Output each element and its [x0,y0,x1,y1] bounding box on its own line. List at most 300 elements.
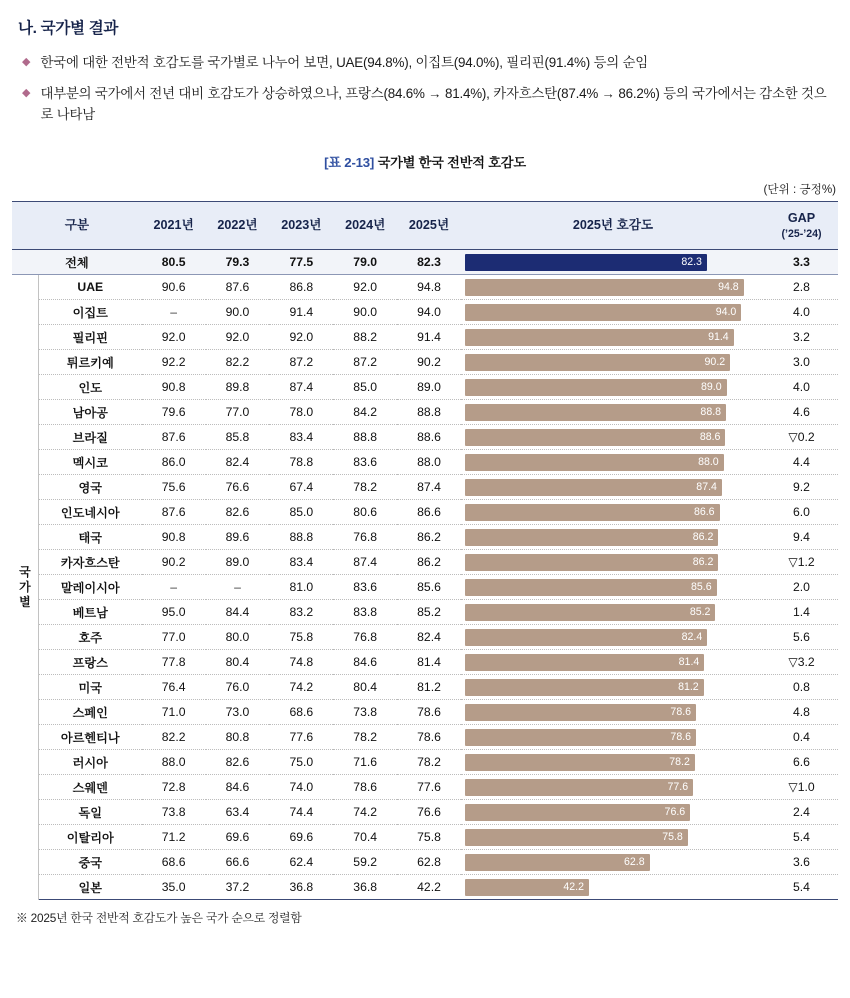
diamond-bullet-icon: ◆ [22,56,31,68]
cell-year-2021: 90.6 [142,275,206,300]
cell-year-2022: 84.6 [206,775,270,800]
bar [465,404,726,421]
cell-year-2023: 78.8 [269,450,333,475]
cell-year-2024: 73.8 [333,700,397,725]
cell-gap: 4.0 [765,375,838,400]
bar-track [465,354,759,371]
row-label-country: 러시아 [38,750,141,775]
table-row [12,350,838,375]
cell-year-2022: – [206,575,270,600]
cell-gap: 3.6 [765,850,838,875]
bar-track [465,329,759,346]
table-caption [12,152,838,171]
table-row [12,325,838,350]
cell-year-2024: 76.8 [333,625,397,650]
cell-year-2024: 84.2 [333,400,397,425]
cell-year-2025: 77.6 [397,775,461,800]
cell-year-2024: 80.6 [333,500,397,525]
cell-year-2023: 88.8 [269,525,333,550]
cell-gap: 3.2 [765,325,838,350]
bar [465,304,741,321]
cell-bar [461,600,765,625]
cell-year-2025: 75.8 [397,825,461,850]
cell-year-2022: 82.4 [206,450,270,475]
table-row [12,600,838,625]
row-label-country: 남아공 [38,400,141,425]
cell-year-2023: 74.8 [269,650,333,675]
bar-value-label: 86.2 [692,556,714,569]
cell-year-2025: 91.4 [397,325,461,350]
cell-bar [461,775,765,800]
bar-value-label: 78.6 [670,731,692,744]
cell-gap: 1.4 [765,600,838,625]
bar-track [465,479,759,496]
cell-year-2025: 85.6 [397,575,461,600]
cell-year-2023: 91.4 [269,300,333,325]
cell-gap: ▽1.0 [765,775,838,800]
bar-value-label: 94.8 [718,281,739,294]
table-row [12,675,838,700]
cell-year-2024: 88.8 [333,425,397,450]
header-gap-label: GAP [787,211,816,226]
cell-year-2025: 78.6 [397,700,461,725]
bar-value-label: 87.4 [696,481,717,494]
table-row [12,275,838,300]
cell-gap: 0.8 [765,675,838,700]
cell-year-2022: 80.4 [206,650,270,675]
cell-year-2024: 76.8 [333,525,397,550]
cell-year-2021: 73.8 [142,800,206,825]
cell-year-2021: 92.2 [142,350,206,375]
row-label-country: UAE [38,275,141,300]
cell-year-2023: 85.0 [269,500,333,525]
bar [465,704,696,721]
bar-track [465,504,759,521]
cell-year-2021: 76.4 [142,675,206,700]
bar-track [465,454,759,471]
cell-year-2025: 94.8 [397,275,461,300]
bar [465,579,717,596]
cell-year-2023: 92.0 [269,325,333,350]
cell-bar [461,475,765,500]
row-label-country: 말레이시아 [38,575,141,600]
bar-value-label: 75.8 [662,831,683,844]
table-number: [표 2-13] [324,155,375,171]
cell-year-2023: 86.8 [269,275,333,300]
cell-year-2022: 73.0 [206,700,270,725]
bar-value-label: 78.6 [670,706,692,719]
row-label-country: 미국 [38,675,141,700]
row-label-country: 프랑스 [38,650,141,675]
bar-value-label: 82.4 [681,631,703,644]
cell-bar [461,425,765,450]
bar [465,279,744,296]
bar [465,854,650,871]
row-label-total: 전체 [12,250,142,275]
cell-bar [461,800,765,825]
cell-year-2025: 86.2 [397,550,461,575]
bar [465,354,730,371]
bar [465,829,688,846]
cell-year-2021: 68.6 [142,850,206,875]
cell-bar [461,450,765,475]
diamond-bullet-icon: ◆ [22,86,31,99]
table-row [12,750,838,775]
table-footnote: ※ 2025년 한국 전반적 호감도가 높은 국가 순으로 정렬함 [16,911,302,926]
cell-gap: 3.0 [765,350,838,375]
cell-bar [461,250,765,275]
cell-year-2022: 89.0 [206,550,270,575]
header-2025: 2025년 [397,202,461,250]
cell-gap: 9.2 [765,475,838,500]
cell-year-2025: 78.2 [397,750,461,775]
bar [465,454,724,471]
cell-year-2023: 78.0 [269,400,333,425]
bar-value-label: 62.8 [623,856,645,869]
cell-year-2024: 78.6 [333,775,397,800]
cell-year-2025: 86.6 [397,500,461,525]
cell-year-2021: 77.0 [142,625,206,650]
cell-year-2022: 37.2 [206,875,270,900]
cell-gap: 6.6 [765,750,838,775]
cell-year-2025: 81.4 [397,650,461,675]
cell-year-2024: 88.2 [333,325,397,350]
bar-value-label: 85.2 [689,606,711,619]
row-label-country: 이집트 [38,300,141,325]
cell-bar [461,675,765,700]
bar [465,429,726,446]
cell-year-2022: 80.8 [206,725,270,750]
table-row [12,625,838,650]
row-label-country: 호주 [38,625,141,650]
table-row [12,375,838,400]
table-row [12,850,838,875]
cell-year-2025: 88.8 [397,400,461,425]
bar [465,329,734,346]
cell-year-2023: 75.0 [269,750,333,775]
cell-year-2023: 74.2 [269,675,333,700]
bar-track [465,879,759,896]
cell-year-2022: 80.0 [206,625,270,650]
cell-bar [461,650,765,675]
cell-year-2025: 88.6 [397,425,461,450]
bar-track [465,754,759,771]
bar [465,529,718,546]
cell-year-2023: 83.4 [269,425,333,450]
cell-year-2025: 90.2 [397,350,461,375]
bar [465,654,704,671]
cell-year-2022: 76.0 [206,675,270,700]
cell-year-2022: 89.8 [206,375,270,400]
cell-year-2022: 87.6 [206,275,270,300]
cell-year-2024: 78.2 [333,475,397,500]
cell-year-2022: 79.3 [206,250,270,275]
bar [465,604,716,621]
cell-bar [461,700,765,725]
cell-bar [461,325,765,350]
row-label-country: 브라질 [38,425,141,450]
cell-year-2024: 78.2 [333,725,397,750]
row-label-country: 독일 [38,800,141,825]
bar [465,754,695,771]
bar-value-label: 42.2 [563,881,585,894]
table-row [12,875,838,900]
cell-bar [461,350,765,375]
header-category: 구분 [12,202,142,250]
cell-gap: 3.3 [765,250,838,275]
bar-value-label: 81.4 [678,656,700,669]
cell-year-2022: 82.2 [206,350,270,375]
cell-year-2023: 83.4 [269,550,333,575]
cell-year-2023: 67.4 [269,475,333,500]
table-row [12,300,838,325]
cell-gap: 5.4 [765,875,838,900]
cell-year-2022: 77.0 [206,400,270,425]
bar-track [465,529,759,546]
cell-year-2022: 90.0 [206,300,270,325]
cell-year-2021: 90.8 [142,525,206,550]
cell-bar [461,750,765,775]
header-2024: 2024년 [333,202,397,250]
bar-value-label: 86.2 [692,531,714,544]
row-label-country: 아르헨티나 [38,725,141,750]
cell-year-2025: 89.0 [397,375,461,400]
table-row [12,825,838,850]
bullet-text: 대부분의 국가에서 전년 대비 호감도가 상승하였으나, 프랑스(84.6% → 81.4%), 카자흐스탄(87.4% → 86.2%) 등의 국가에서는 감소한 것으로 나타남 [40,85,827,123]
cell-bar [461,550,765,575]
cell-year-2024: 87.2 [333,350,397,375]
bar-value-label: 85.6 [691,581,712,594]
cell-year-2022: 85.8 [206,425,270,450]
bar [465,554,718,571]
row-label-country: 중국 [38,850,141,875]
cell-year-2021: 86.0 [142,450,206,475]
list-item [22,52,838,74]
list-item [22,83,838,126]
bar-value-label: 88.6 [699,431,721,444]
cell-bar [461,275,765,300]
bullet-list [22,52,838,126]
cell-year-2025: 62.8 [397,850,461,875]
cell-gap: 9.4 [765,525,838,550]
row-label-country: 이탈리아 [38,825,141,850]
bullet-text: 한국에 대한 전반적 호감도를 국가별로 나누어 보면, UAE(94.8%), 이집트(94.0%), 필리핀(91.4%) 등의 순임 [40,55,648,70]
bar-track [465,279,759,296]
header-gap-sublabel: (’25-’24) [781,228,822,241]
bar-track [465,854,759,871]
cell-year-2024: 87.4 [333,550,397,575]
cell-year-2022: 63.4 [206,800,270,825]
bar-value-label: 86.6 [693,506,715,519]
page-title: 나. 국가별 결과 [18,20,119,37]
cell-year-2022: 89.6 [206,525,270,550]
cell-bar [461,400,765,425]
table-row [12,775,838,800]
cell-gap: 4.0 [765,300,838,325]
cell-year-2025: 86.2 [397,525,461,550]
bar-value-label: 82.3 [681,256,702,269]
cell-year-2021: 75.6 [142,475,206,500]
header-gap [765,202,838,250]
cell-year-2024: 59.2 [333,850,397,875]
row-group-label: 국 가 별 [12,275,38,900]
cell-gap: 4.4 [765,450,838,475]
cell-gap: 5.4 [765,825,838,850]
bar [465,729,696,746]
row-label-country: 스페인 [38,700,141,725]
bar-track [465,779,759,796]
bar-track [465,704,759,721]
bar-value-label: 94.0 [715,306,737,319]
header-2023: 2023년 [269,202,333,250]
cell-gap: 5.6 [765,625,838,650]
table-row [12,800,838,825]
bar-track [465,379,759,396]
cell-year-2025: 42.2 [397,875,461,900]
cell-year-2024: 85.0 [333,375,397,400]
cell-year-2021: 90.8 [142,375,206,400]
cell-year-2021: 71.2 [142,825,206,850]
cell-bar [461,500,765,525]
table-row [12,700,838,725]
row-label-country: 스웨덴 [38,775,141,800]
row-label-country: 인도 [38,375,141,400]
row-label-country: 영국 [38,475,141,500]
cell-year-2021: 71.0 [142,700,206,725]
cell-year-2024: 83.8 [333,600,397,625]
cell-bar [461,525,765,550]
cell-gap: 4.8 [765,700,838,725]
cell-year-2023: 75.8 [269,625,333,650]
cell-year-2025: 94.0 [397,300,461,325]
bar [465,479,722,496]
table-row [12,450,838,475]
cell-bar [461,725,765,750]
bar-value-label: 81.2 [678,681,699,694]
cell-year-2022: 92.0 [206,325,270,350]
cell-year-2022: 82.6 [206,500,270,525]
cell-year-2021: 80.5 [142,250,206,275]
bar-track [465,729,759,746]
row-label-country: 카자흐스탄 [38,550,141,575]
cell-year-2024: 92.0 [333,275,397,300]
cell-year-2021: 92.0 [142,325,206,350]
row-label-country: 일본 [38,875,141,900]
row-label-country: 태국 [38,525,141,550]
cell-year-2021: – [142,575,206,600]
cell-year-2021: 95.0 [142,600,206,625]
cell-year-2024: 79.0 [333,250,397,275]
bar-value-label: 88.0 [698,456,719,469]
bar-track [465,804,759,821]
cell-year-2025: 82.3 [397,250,461,275]
data-table [12,201,838,900]
cell-year-2023: 74.0 [269,775,333,800]
cell-year-2025: 88.0 [397,450,461,475]
cell-year-2021: 77.8 [142,650,206,675]
table-row [12,650,838,675]
cell-year-2023: 83.2 [269,600,333,625]
table-row [12,575,838,600]
bar-track [465,554,759,571]
row-label-country: 필리핀 [38,325,141,350]
cell-year-2022: 69.6 [206,825,270,850]
table-row [12,250,838,275]
cell-year-2022: 84.4 [206,600,270,625]
cell-year-2021: 88.0 [142,750,206,775]
bar [465,629,707,646]
unit-note: (단위 : 긍정%) [763,183,836,197]
cell-year-2025: 78.6 [397,725,461,750]
cell-bar [461,575,765,600]
cell-year-2023: 69.6 [269,825,333,850]
bar [465,879,589,896]
table-row [12,400,838,425]
cell-year-2024: 36.8 [333,875,397,900]
table-row [12,550,838,575]
bar-track [465,654,759,671]
header-2022: 2022년 [206,202,270,250]
cell-gap: ▽0.2 [765,425,838,450]
cell-year-2024: 83.6 [333,450,397,475]
bar-value-label: 89.0 [701,381,722,394]
bar-track [465,404,759,421]
bar [465,804,690,821]
header-2021: 2021년 [142,202,206,250]
cell-year-2021: 87.6 [142,425,206,450]
bar-track [465,629,759,646]
row-label-country: 인도네시아 [38,500,141,525]
cell-year-2023: 74.4 [269,800,333,825]
cell-gap: 2.4 [765,800,838,825]
cell-bar [461,375,765,400]
cell-gap: 2.8 [765,275,838,300]
cell-year-2024: 83.6 [333,575,397,600]
table-row [12,500,838,525]
row-label-country: 베트남 [38,600,141,625]
cell-year-2021: 90.2 [142,550,206,575]
cell-year-2021: 82.2 [142,725,206,750]
cell-year-2025: 87.4 [397,475,461,500]
table-row [12,425,838,450]
cell-bar [461,300,765,325]
bar-value-label: 76.6 [664,806,686,819]
cell-year-2024: 70.4 [333,825,397,850]
cell-gap: 0.4 [765,725,838,750]
cell-gap: 6.0 [765,500,838,525]
cell-year-2024: 80.4 [333,675,397,700]
cell-year-2021: 72.8 [142,775,206,800]
bar [465,254,707,271]
table-body [12,250,838,900]
cell-year-2023: 36.8 [269,875,333,900]
cell-year-2025: 76.6 [397,800,461,825]
cell-gap: ▽3.2 [765,650,838,675]
bar [465,779,693,796]
cell-bar [461,825,765,850]
cell-year-2021: 87.6 [142,500,206,525]
row-label-country: 멕시코 [38,450,141,475]
bar-value-label: 77.6 [667,781,689,794]
cell-year-2025: 85.2 [397,600,461,625]
cell-year-2024: 74.2 [333,800,397,825]
cell-bar [461,850,765,875]
cell-year-2023: 62.4 [269,850,333,875]
bar [465,504,720,521]
bar [465,379,727,396]
cell-year-2023: 77.6 [269,725,333,750]
bar [465,679,704,696]
